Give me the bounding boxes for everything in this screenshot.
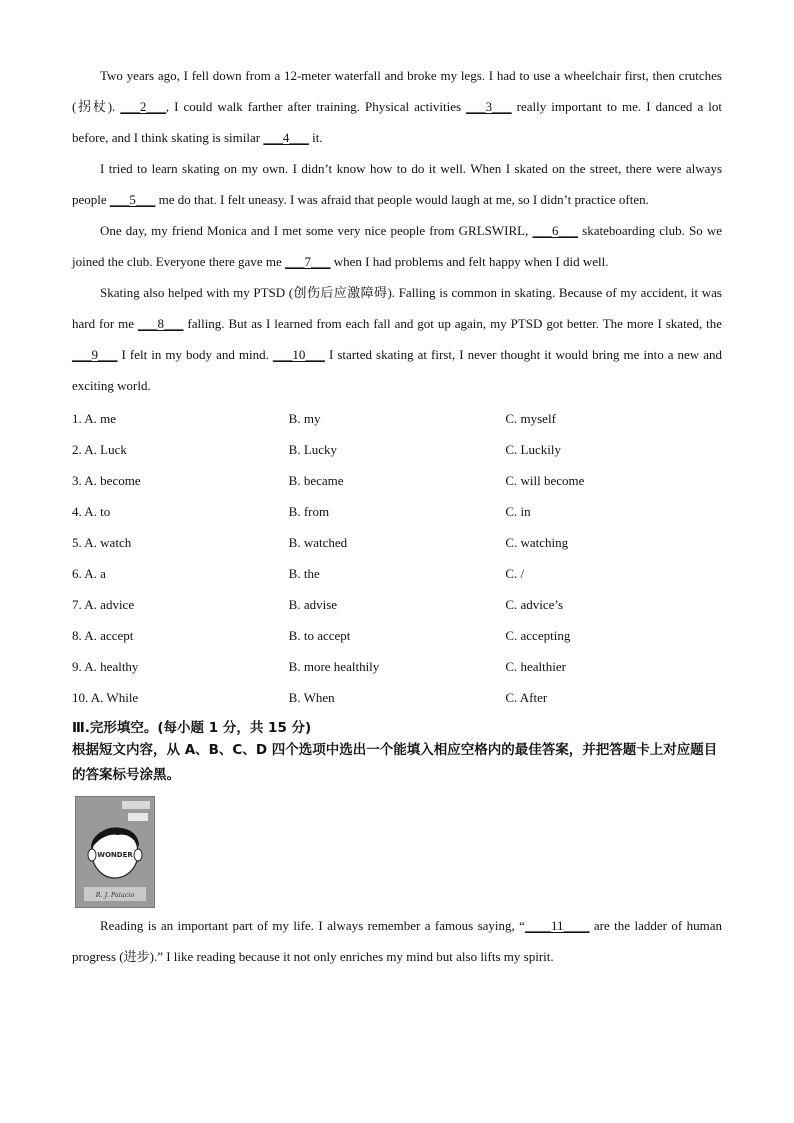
section-heading: Ⅲ.完形填空。(每小题 1 分，共 15 分)	[72, 719, 312, 736]
blank-6: ___6___	[532, 223, 578, 238]
passage-paragraph-3	[72, 215, 722, 277]
option-a: 8. A. accept	[72, 628, 134, 644]
passage-text: I tried to learn skating on my own. I didn’t know how to do it well. When I skated on the street, there were always people	[72, 161, 722, 207]
option-c: C. advice’s	[505, 597, 564, 613]
passage-text: I started skating at first, I never thought it would bring me into a new and exciting world.	[72, 347, 723, 393]
option-c: C. accepting	[505, 628, 571, 644]
section-instructions: 根据短文内容，从 A、B、C、D 四个选项中选出一个能填入相应空格内的最佳答案，并把答题卡上对应题目的答案标号涂黑。	[72, 741, 718, 783]
option-b: B. my	[288, 410, 321, 426]
option-a: 6. A. a	[72, 566, 106, 582]
answer-options	[72, 403, 722, 714]
blank-7: ___7___	[284, 254, 331, 269]
option-c: C. in	[505, 503, 531, 519]
passage-text: I felt in my body and mind.	[117, 347, 273, 362]
option-row	[72, 621, 722, 652]
book-cover-image	[75, 796, 155, 908]
option-a: 9. A. healthy	[72, 659, 139, 675]
option-a: 7. A. advice	[72, 597, 135, 613]
option-b: B. advise	[288, 597, 338, 613]
passage-text: it.	[308, 130, 323, 145]
passage-text: Skating also helped with my PTSD (创伤后应激障碍). Falling is common in skating. Because of my accident, it was hard for me	[72, 285, 722, 331]
option-c: C. myself	[505, 410, 556, 426]
option-b: B. the	[288, 566, 320, 582]
option-a: 10. A. While	[72, 690, 139, 706]
passage-text: Reading is an important part of my life. I always remember a famous saying, “	[100, 917, 525, 933]
option-c: C. watching	[505, 534, 569, 550]
blank-10: ___10___	[272, 347, 325, 362]
passage2-paragraph	[72, 910, 722, 972]
option-c: C. healthier	[505, 659, 566, 675]
option-row	[72, 465, 722, 496]
blank-11: ____11____	[524, 917, 590, 933]
option-b: B. more healthily	[288, 659, 380, 675]
option-row	[72, 496, 722, 527]
option-c: C. Luckily	[505, 441, 561, 457]
option-a: 4. A. to	[72, 503, 111, 519]
option-a: 3. A. become	[72, 472, 141, 488]
option-row	[72, 403, 722, 434]
blank-8: ___8___	[137, 316, 184, 331]
option-row	[72, 558, 722, 589]
option-b: B. from	[288, 503, 330, 519]
option-b: B. Lucky	[288, 441, 338, 457]
option-b: B. When	[288, 690, 335, 706]
option-c: C. After	[505, 690, 548, 706]
option-b: B. became	[288, 472, 344, 488]
option-a: 2. A. Luck	[72, 441, 127, 457]
passage-text: falling. But as I learned from each fall and got up again, my PTSD got better. The more I skated, the	[183, 316, 723, 331]
passage-text: , I could walk farther after training. Physical activities	[165, 99, 467, 114]
passage-paragraph-2	[72, 153, 722, 215]
blank-3: ___3___	[466, 99, 512, 114]
option-b: B. watched	[288, 534, 348, 550]
option-b: B. to accept	[288, 628, 351, 644]
blank-9: ___9___	[72, 347, 118, 362]
option-row	[72, 683, 722, 714]
passage-text: are the ladder of human progress (进步).” I like reading because it not only enriches my mind but also lifts my spirit.	[72, 917, 722, 964]
passage-paragraph-4	[72, 277, 722, 401]
option-a: 5. A. watch	[72, 534, 132, 550]
passage-text: when I had problems and felt happy when I did well.	[330, 254, 609, 269]
option-row	[72, 590, 722, 621]
option-c: C. /	[505, 566, 525, 582]
book-author-art: R. J. Palacio	[95, 890, 135, 899]
blank-5: ___5___	[109, 192, 156, 207]
exam-page	[72, 60, 722, 972]
blank-4: ___4___	[263, 130, 309, 145]
passage-text: One day, my friend Monica and I met some very nice people from GRLSWIRL,	[100, 223, 533, 238]
passage-text: Two years ago, I fell down from a 12-meter waterfall and broke my legs. I had to use a wheelchair first, then crutches (拐杖).	[72, 68, 722, 114]
passage-text: really important to me. I danced a lot before, and I think skating is similar	[72, 99, 722, 145]
option-a: 1. A. me	[72, 410, 117, 426]
option-row	[72, 434, 722, 465]
passage-text: me do that. I felt uneasy. I was afraid that people would laugh at me, so I didn’t practice often.	[155, 192, 649, 207]
passage-text: skateboarding club. So we joined the club. Everyone there gave me	[72, 223, 722, 269]
option-row	[72, 652, 722, 683]
option-c: C. will become	[505, 472, 585, 488]
blank-2: ___2___	[120, 99, 166, 114]
book-title-art: WONDER	[97, 850, 133, 859]
option-row	[72, 527, 722, 558]
passage-paragraph-1	[72, 60, 722, 153]
